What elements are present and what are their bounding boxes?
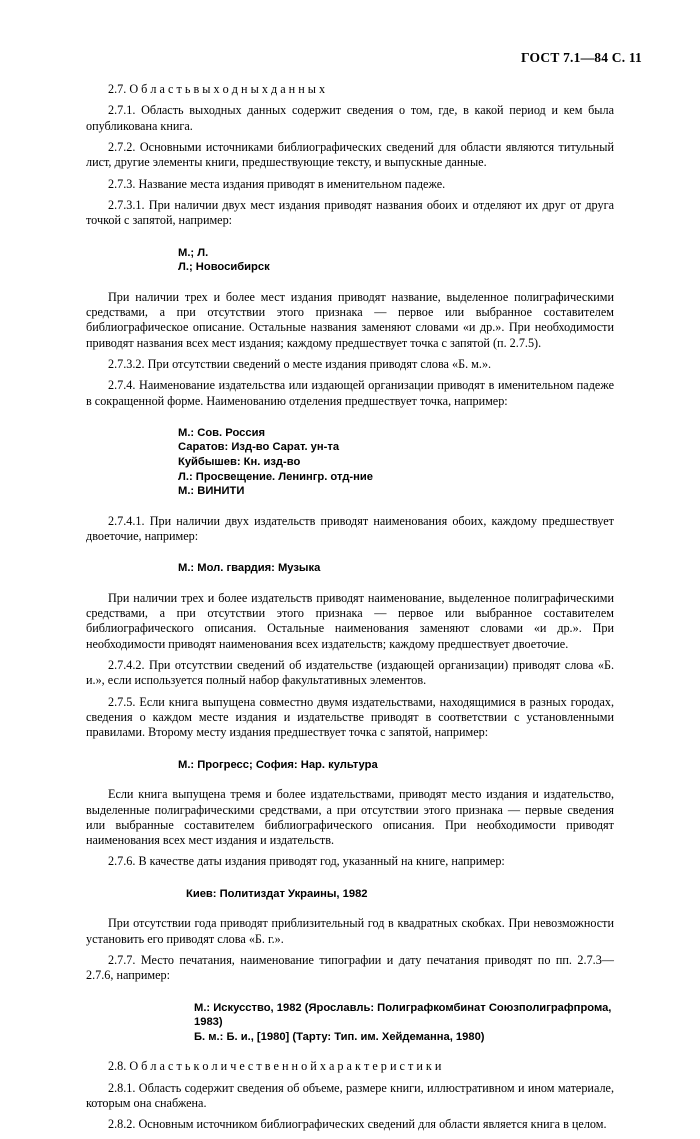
paragraph: 2.8.2. Основным источником библиографических сведений для области является книга в целом. xyxy=(108,1117,607,1132)
paragraph: Если книга выпущена тремя и более издательствами, приводят место издания и издательство, выделенные полиграфическими средствами, а при отсутствии этого признака — первые сведения или выбранные составителем библиографического описания. При необходимости приводят наименования всех мест издания и издательств. xyxy=(86,787,614,848)
example-block xyxy=(86,1001,614,1045)
example-line: Куйбышев: Кн. изд-во xyxy=(178,455,301,468)
example-line: Л.; Новосибирск xyxy=(178,261,270,274)
spacer xyxy=(86,275,614,290)
paragraph: При наличии трех и более мест издания приводят название, выделенное полиграфическими средствами, а при отсутствии этого признака — первое или выбранное составителем библиографическое описание. Остальные названия заменяют словами «и др.». При необходимости приводят названия всех мест издания; каждому предшествует точка с запятой (п. 2.7.5). xyxy=(86,289,614,350)
paragraph: 2.7.4. Наименование издательства или издающей организации приводят в именительном падеже в сокращенной форме. Наименованию отделения предшествует точка, например: xyxy=(86,378,614,408)
spacer xyxy=(86,1133,614,1139)
page-header: ГОСТ 7.1—84 С. 11 xyxy=(521,50,642,65)
example-line: Киев: Политиздат Украины, 1982 xyxy=(186,887,368,900)
paragraph: При наличии трех и более издательств приводят наименование, выделенное полиграфическими средствами, а при отсутствии этого признака — первое или выбранное составителем библиографического описания. Остальные наименования заменяют словами «и др.». При необходимости приводят наименования всех издательств; каждому предшествует двоеточие. xyxy=(86,590,614,651)
paragraph: 2.7.6. В качестве даты издания приводят год, указанный на книге, например: xyxy=(108,854,505,869)
example-line: Л.: Просвещение. Ленингр. отд-ние xyxy=(178,470,374,483)
example-block xyxy=(86,426,614,499)
paragraph: 2.7.7. Место печатания, наименование типографии и дату печатания приводят по пп. 2.7.3—2.7.6, например: xyxy=(86,952,614,983)
spacer xyxy=(86,415,614,426)
paragraph: 2.7.3. Название места издания приводят в именительном падеже. xyxy=(108,176,446,191)
example-block xyxy=(86,561,614,576)
paragraph: 2.7.3.2. При отсутствии сведений о месте издания приводят слова «Б. м.». xyxy=(108,356,492,371)
example-line: М.: Искусство, 1982 (Ярославль: Полиграфкомбинат Союзполиграфпрома, 1983) xyxy=(194,1001,612,1029)
example-line: М.: ВИНИТИ xyxy=(178,485,245,498)
spacer xyxy=(86,772,614,787)
spacer xyxy=(86,1044,614,1059)
section-heading: 2.7. О б л а с т ь в ы х о д н ы х д а н н ы х xyxy=(108,82,326,96)
example-line: Б. м.: Б. и., [1980] (Тарту: Тип. им. Хейдеманна, 1980) xyxy=(194,1030,485,1043)
spacer xyxy=(86,990,614,1001)
example-line: М.; Л. xyxy=(178,246,209,259)
example-line: М.: Мол. гвардия: Музыка xyxy=(178,562,321,575)
spacer xyxy=(86,499,614,514)
paragraph: 2.7.2. Основными источниками библиографических сведений для области являются титульный лист, другие элементы книги, предшествующие тексту, и выпускные данные. xyxy=(86,139,614,170)
spacer xyxy=(86,876,614,887)
example-line: М.: Прогресс; София: Нар. культура xyxy=(178,758,378,771)
paragraph: 2.7.4.1. При наличии двух издательств приводят наименования обоих, каждому предшествует двоеточие, например: xyxy=(86,513,614,543)
paragraph: 2.7.3.1. При наличии двух мест издания приводят названия обоих и отделяют их друг от друга точкой с запятой, например: xyxy=(86,197,614,228)
spacer xyxy=(86,747,614,758)
document-body xyxy=(86,82,614,1139)
spacer xyxy=(86,576,614,591)
section-heading: 2.8. О б л а с т ь к о л и ч е с т в е н н о й х а р а к т е р и с т и к и xyxy=(108,1059,442,1074)
paragraph: 2.7.4.2. При отсутствии сведений об издательстве (издающей организации) приводят слова «Б. и.», если используется полный набор факультативных элементов. xyxy=(86,658,614,688)
example-line: Саратов: Изд-во Сарат. ун-та xyxy=(178,441,340,454)
paragraph: 2.8.1. Область содержит сведения об объеме, размере книги, иллюстративном и ином материале, которым она снабжена. xyxy=(86,1080,614,1110)
paragraph: 2.7.1. Область выходных данных содержит сведения о том, где, в какой период и кем была опубликована книга. xyxy=(86,103,614,133)
spacer xyxy=(86,550,614,561)
example-line: М.: Сов. Россия xyxy=(178,426,265,439)
spacer xyxy=(86,235,614,246)
example-block xyxy=(86,887,614,902)
example-block xyxy=(86,758,614,773)
paragraph: 2.7.5. Если книга выпущена совместно двумя издательствами, находящимися в разных городах, сведения о каждом месте издания и издательстве приводят в соответствии с установленными правилами. Второму месту издания предшествует точка с запятой, например: xyxy=(86,694,614,740)
paragraph: При отсутствии года приводят приблизительный год в квадратных скобках. При невозможности установить его приводят слова «Б. г.». xyxy=(86,916,614,946)
spacer xyxy=(86,901,614,916)
example-block xyxy=(86,246,614,275)
